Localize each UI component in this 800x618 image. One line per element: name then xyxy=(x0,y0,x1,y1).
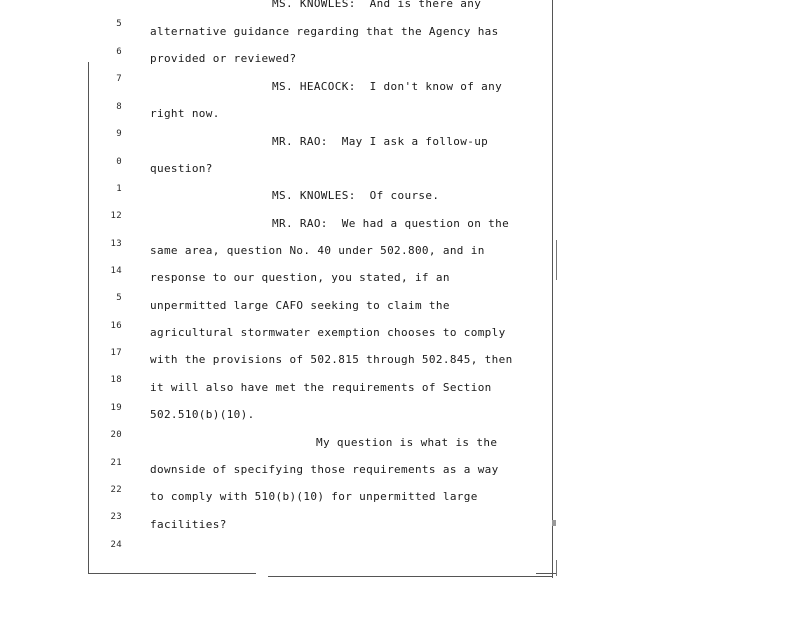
transcript-line xyxy=(0,0,552,29)
line-text: alternative guidance regarding that the Agency has xyxy=(150,25,499,38)
line-text: agricultural stormwater exemption chooses to comply xyxy=(150,326,506,339)
transcript-line xyxy=(0,159,552,194)
scan-artifact-mark xyxy=(552,520,556,526)
transcript-line xyxy=(0,49,552,84)
line-text: unpermitted large CAFO seeking to claim the xyxy=(150,299,450,312)
line-number: 18 xyxy=(110,375,122,385)
transcript-line xyxy=(0,268,552,303)
line-number: 20 xyxy=(110,430,122,440)
line-number: 22 xyxy=(110,485,122,495)
transcript-line xyxy=(0,487,552,522)
line-text: right now. xyxy=(150,107,220,120)
line-text: response to our question, you stated, if an xyxy=(150,271,450,284)
line-number: 21 xyxy=(110,458,122,468)
transcript-line xyxy=(0,241,552,276)
bottom-rule-segment xyxy=(536,573,556,574)
transcript-line xyxy=(0,323,552,358)
transcript-line xyxy=(0,515,552,550)
line-text: MR. RAO: May I ask a follow-up xyxy=(272,135,489,148)
line-text: same area, question No. 40 under 502.800, and in xyxy=(150,244,485,257)
transcript-line xyxy=(0,350,552,385)
line-number: 24 xyxy=(110,540,122,550)
line-number: 1 xyxy=(116,184,122,194)
line-number: 0 xyxy=(116,157,122,167)
bottom-rule-segment xyxy=(88,573,256,574)
line-text: My question is what is the xyxy=(316,436,498,449)
line-text: downside of specifying those requirements as a way xyxy=(150,463,499,476)
line-text: provided or reviewed? xyxy=(150,52,297,65)
line-text: to comply with 510(b)(10) for unpermitted large xyxy=(150,490,478,503)
line-number: 12 xyxy=(110,211,122,221)
line-number: 16 xyxy=(110,321,122,331)
line-text: MR. RAO: We had a question on the xyxy=(272,217,510,230)
line-number: 5 xyxy=(116,293,122,303)
transcript-line xyxy=(0,214,552,249)
line-number: 5 xyxy=(116,19,122,29)
line-text: it will also have met the requirements of Section xyxy=(150,381,492,394)
line-number: 7 xyxy=(116,74,122,84)
line-number: 9 xyxy=(116,129,122,139)
scan-artifact-mark xyxy=(556,560,557,576)
transcript-line xyxy=(0,104,552,139)
line-number: 23 xyxy=(110,512,122,522)
transcript-line xyxy=(0,460,552,495)
transcript-line xyxy=(0,405,552,440)
line-number: 13 xyxy=(110,239,122,249)
line-text: MS. KNOWLES: Of course. xyxy=(272,189,440,202)
line-text: with the provisions of 502.815 through 502.845, then xyxy=(150,353,513,366)
transcript-line xyxy=(0,296,552,331)
bottom-rule-segment xyxy=(268,576,552,577)
line-text: MS. KNOWLES: And is there any xyxy=(272,0,482,10)
line-text: 502.510(b)(10). xyxy=(150,408,255,421)
line-number: 14 xyxy=(110,266,122,276)
line-text: question? xyxy=(150,162,213,175)
transcript-line xyxy=(0,77,552,112)
transcript-line xyxy=(0,433,552,468)
scan-artifact-mark xyxy=(556,240,557,280)
transcript-line xyxy=(0,378,552,413)
line-text: MS. HEACOCK: I don't know of any xyxy=(272,80,503,93)
transcript-line xyxy=(0,186,552,221)
right-margin-rule xyxy=(552,0,553,578)
line-text: facilities? xyxy=(150,518,227,531)
line-number: 17 xyxy=(110,348,122,358)
transcript-line xyxy=(0,22,552,57)
line-number: 6 xyxy=(116,47,122,57)
line-number: 8 xyxy=(116,102,122,112)
line-number: 19 xyxy=(110,403,122,413)
transcript-line xyxy=(0,132,552,167)
